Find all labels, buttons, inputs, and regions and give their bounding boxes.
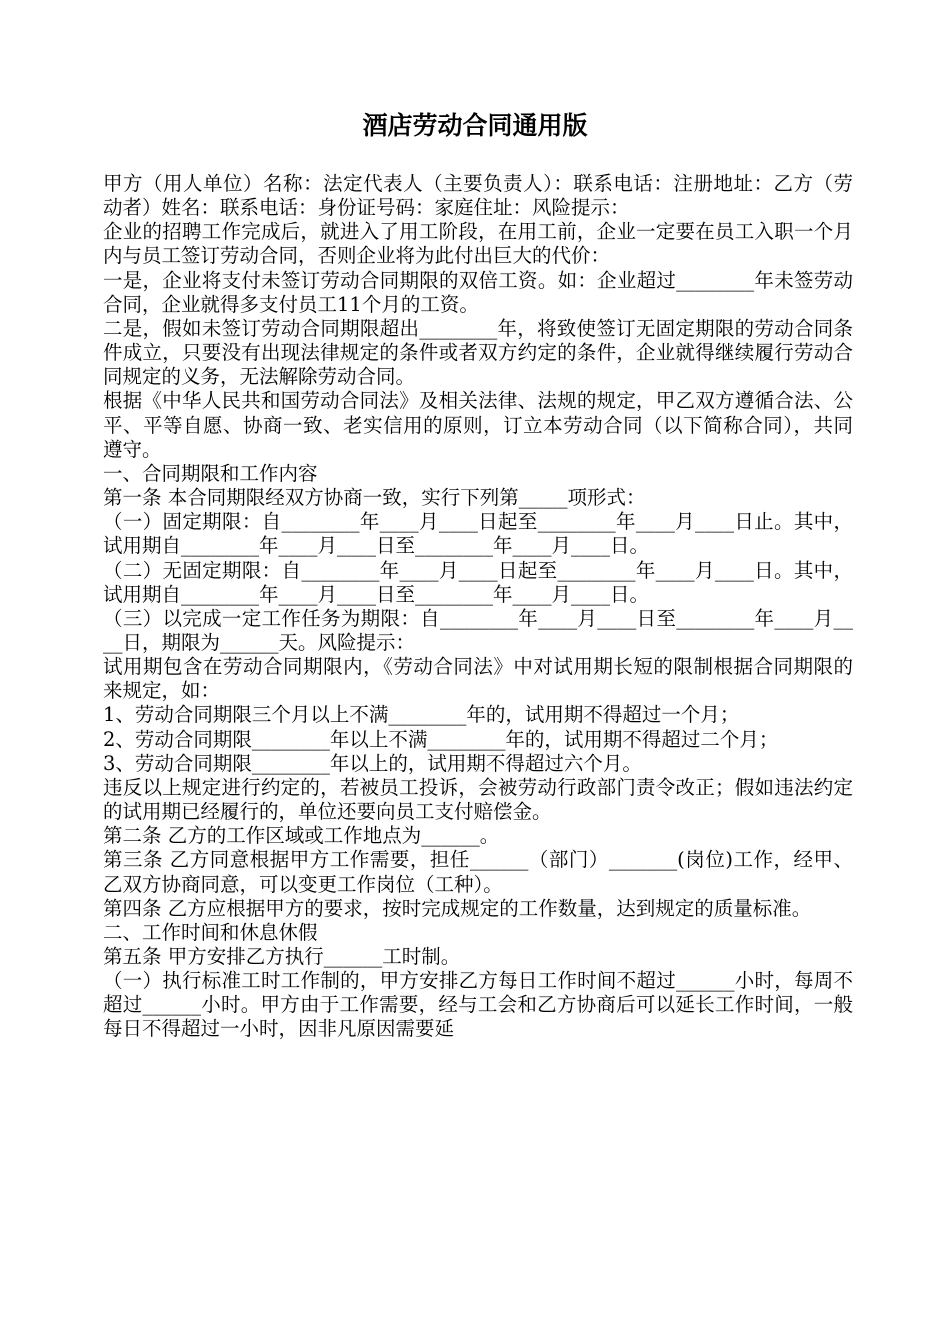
article-four: 第四条 乙方应根据甲方的要求，按时完成规定的工作数量，达到规定的质量标准。 [103,896,812,920]
article-one: 第一条 本合同期限经双方协商一致，实行下列第_____项形式： [103,486,646,510]
document-body [103,172,853,1042]
paragraph-legal-basis: 根据《中华人民共和国劳动合同法》及相关法律、法规的规定，甲乙双方遵循合法、公平、平等自愿、协商一致、老实信用的原则，订立本劳动合同（以下简称合同），共同遵守。 [103,389,853,461]
paragraph-risk-intro: 企业的招聘工作完成后，就进入了用工阶段，在用工前，企业一定要在员工入职一个月内与员工签订劳动合同，否则企业将为此付出巨大的代价： [103,220,853,268]
section-heading-term: 一、合同期限和工作内容 [103,461,318,485]
term-option-open: （二）无固定期限：自________年____月____日起至________年____月____日。其中，试用期自________年____月____日至________年____月____日。 [103,558,853,606]
paragraph-parties: 甲方（用人单位）名称：法定代表人（主要负责人）：联系电话：注册地址：乙方（劳动者）姓名：联系电话：身份证号码：家庭住址：风险提示： [103,172,853,220]
probation-rule-one: 1、劳动合同期限三个月以上不满________年的，试用期不得超过一个月； [103,703,740,727]
probation-rule-three: 3、劳动合同期限________年以上的，试用期不得超过六个月。 [103,751,642,775]
article-two: 第二条 乙方的工作区域或工作地点为______。 [103,824,500,848]
paragraph-risk-two: 二是，假如未签订劳动合同期限超出________年，将致使签订无固定期限的劳动合同条件成立，只要没有出现法律规定的条件或者双方约定的条件，企业就得继续履行劳动合同规定的义务，无法解除劳动合同。 [103,316,853,389]
article-five: 第五条 甲方安排乙方执行______工时制。 [103,945,461,968]
hours-standard: （一）执行标准工时工作制的，甲方安排乙方每日工作时间不超过______小时，每周不超过______小时。甲方由于工作需要，经与工会和乙方协商后可以延长工作时间，一般每日不得超过一小时，因非凡原因需要延 [103,969,853,1041]
paragraph-violation: 违反以上规定进行约定的，若被员工投诉，会被劳动行政部门责令改正；假如违法约定的试用期已经履行的，单位还要向员工支付赔偿金。 [103,775,853,824]
term-option-task: （三）以完成一定工作任务为期限：自________年____月____日至________年____月____日，期限为______天。风险提示： [103,606,853,654]
paragraph-probation-note: 试用期包含在劳动合同期限内，《劳动合同法》中对试用期长短的限制根据合同期限的来规定，如： [103,655,853,703]
section-heading-hours: 二、工作时间和休息休假 [103,920,318,944]
probation-rule-two: 2、劳动合同期限________年以上不满________年的，试用期不得超过二个月； [103,727,779,751]
paragraph-risk-one: 一是，企业将支付未签订劳动合同期限的双倍工资。如：企业超过________年未签劳动合同，企业就得多支付员工11个月的工资。 [103,268,853,316]
document-title: 酒店劳动合同通用版 [362,111,588,140]
article-three: 第三条 乙方同意根据甲方工作需要，担任______（部门）_______(岗位)工作，经甲、乙双方协商同意，可以变更工作岗位（工种）。 [103,848,853,896]
term-option-fixed: （一）固定期限：自________年____月____日起至________年____月____日止。其中，试用期自________年____月____日至________年____月____日。 [103,510,853,558]
